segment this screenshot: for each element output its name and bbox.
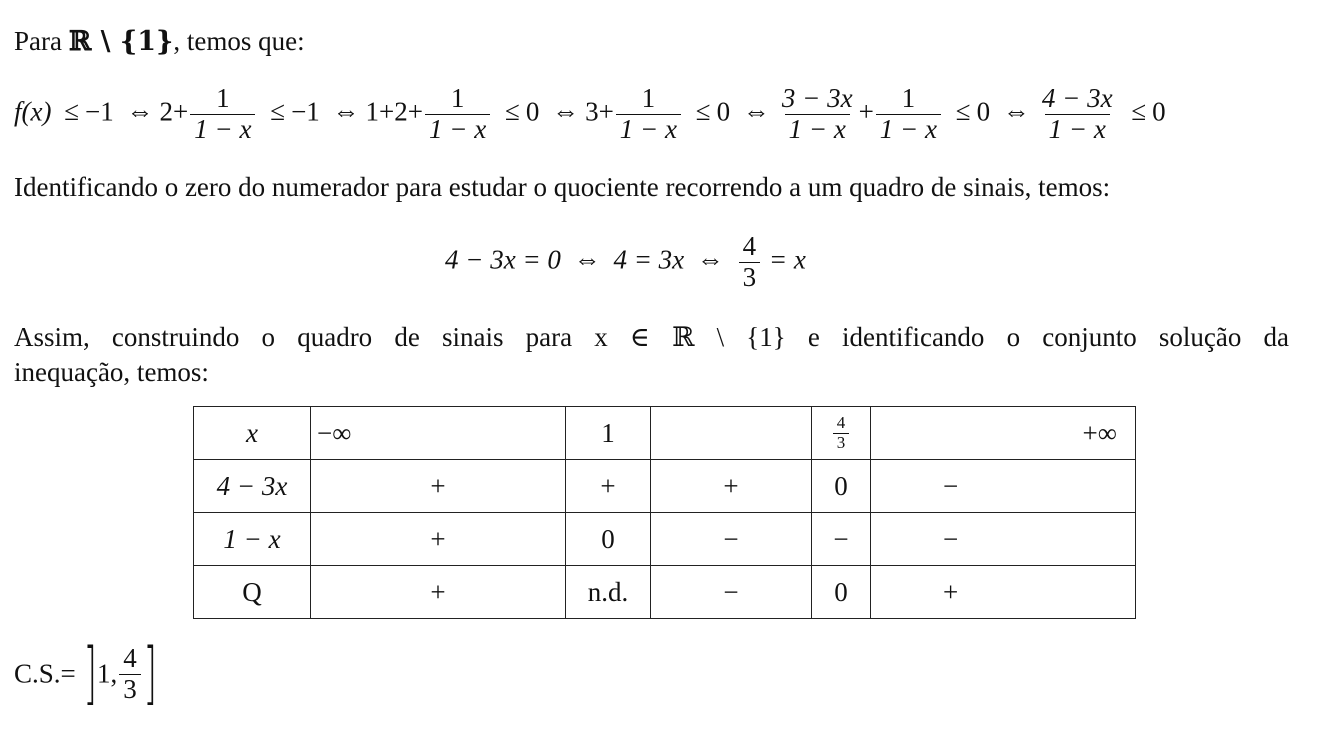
intro-text-post: , temos que: — [173, 26, 305, 56]
header-x: x — [194, 407, 311, 460]
one-two-plus: 1+2+ — [365, 96, 424, 127]
solution-label: C.S.= — [14, 658, 76, 689]
fraction-2: $\frac{1}{1 - x}$ — [425, 84, 490, 144]
iff-symbol: ⇔ — [332, 96, 360, 127]
leq-symbol: ≤ — [695, 96, 711, 127]
cell: + — [566, 460, 651, 513]
plus: + — [858, 96, 874, 127]
fraction-5: $\frac{1}{1 - x}$ — [876, 84, 941, 144]
eq-part-b: 4 = 3x — [613, 244, 685, 275]
cell: − — [651, 513, 812, 566]
eq-part-a: 4 − 3x = 0 — [445, 244, 561, 275]
minus-one: −1 — [85, 96, 114, 127]
domain-set: ℝ \ {1} — [68, 26, 174, 57]
iff-symbol: ⇔ — [573, 244, 601, 275]
header-one: 1 — [566, 407, 651, 460]
leq-symbol: ≤ — [64, 96, 80, 127]
right-bracket: ] — [143, 634, 157, 713]
iff-symbol: ⇔ — [1002, 96, 1030, 127]
table-row — [194, 460, 1136, 513]
header-minus-infinity: −∞ — [311, 407, 566, 460]
iff-symbol: ⇔ — [552, 96, 580, 127]
header-blank — [651, 407, 812, 460]
cell: − — [871, 513, 1136, 566]
paragraph-numerator: Identificando o zero do numerador para estudar o quociente recorrendo a um quadro de sinais, temos: — [14, 172, 1111, 202]
paragraph-table-intro: Assim, construindo o quadro de sinais para x ∈ ℝ \ {1} e identificando o conjunto solução da — [14, 322, 1289, 352]
cell: 0 — [566, 513, 651, 566]
fraction-4: $\frac{3 - 3x}{1 - x}$ — [781, 83, 853, 144]
fraction-3: $\frac{1}{1 - x}$ — [616, 84, 681, 144]
intro-text-pre: Para — [14, 26, 69, 56]
row-label: 4 − 3x — [194, 460, 311, 513]
cell: − — [812, 513, 871, 566]
inequality-derivation — [14, 84, 1166, 144]
sign-table — [193, 406, 1136, 619]
iff-symbol: ⇔ — [742, 96, 770, 127]
solution-set — [14, 634, 157, 713]
leq-symbol: ≤ — [504, 96, 520, 127]
cell: + — [871, 566, 1136, 619]
row-label: Q — [194, 566, 311, 619]
fraction-four-thirds: $\frac{4}{3}$ — [739, 232, 761, 292]
header-four-thirds: $\frac{4}{3}$ — [812, 407, 871, 460]
row-label: 1 − x — [194, 513, 311, 566]
minus-one: −1 — [291, 96, 320, 127]
table-row — [194, 513, 1136, 566]
two-plus: 2+ — [159, 96, 189, 127]
cell: + — [311, 460, 566, 513]
cell: − — [651, 566, 812, 619]
fraction-1: $\frac{1}{1 - x}$ — [190, 84, 255, 144]
interval-end-fraction: $\frac{4}{3}$ — [119, 644, 141, 704]
cell: 0 — [812, 460, 871, 513]
fraction-6: $\frac{4 - 3x}{1 - x}$ — [1041, 83, 1113, 144]
cell: − — [871, 460, 1136, 513]
zero: 0 — [1152, 96, 1166, 127]
leq-symbol: ≤ — [270, 96, 286, 127]
zero: 0 — [716, 96, 731, 127]
leq-symbol: ≤ — [955, 96, 971, 127]
iff-symbol: ⇔ — [126, 96, 154, 127]
zero: 0 — [976, 96, 991, 127]
zero: 0 — [525, 96, 540, 127]
cell: + — [311, 566, 566, 619]
intro-line — [14, 26, 305, 57]
header-plus-infinity: +∞ — [871, 407, 1136, 460]
interval-start: 1, — [97, 658, 118, 689]
cell: + — [651, 460, 812, 513]
left-bracket: ] — [83, 634, 97, 713]
cell: + — [311, 513, 566, 566]
eq-part-c: = x — [768, 244, 806, 275]
zero-equation — [445, 232, 806, 292]
leq-symbol: ≤ — [1131, 96, 1147, 127]
cell: n.d. — [566, 566, 651, 619]
iff-symbol: ⇔ — [696, 244, 724, 275]
paragraph-table-intro-end: inequação, temos: — [14, 357, 209, 387]
function-fx: f(x) — [14, 96, 52, 127]
table-row — [194, 566, 1136, 619]
table-header-row — [194, 407, 1136, 460]
three-plus: 3+ — [585, 96, 614, 127]
cell: 0 — [812, 566, 871, 619]
